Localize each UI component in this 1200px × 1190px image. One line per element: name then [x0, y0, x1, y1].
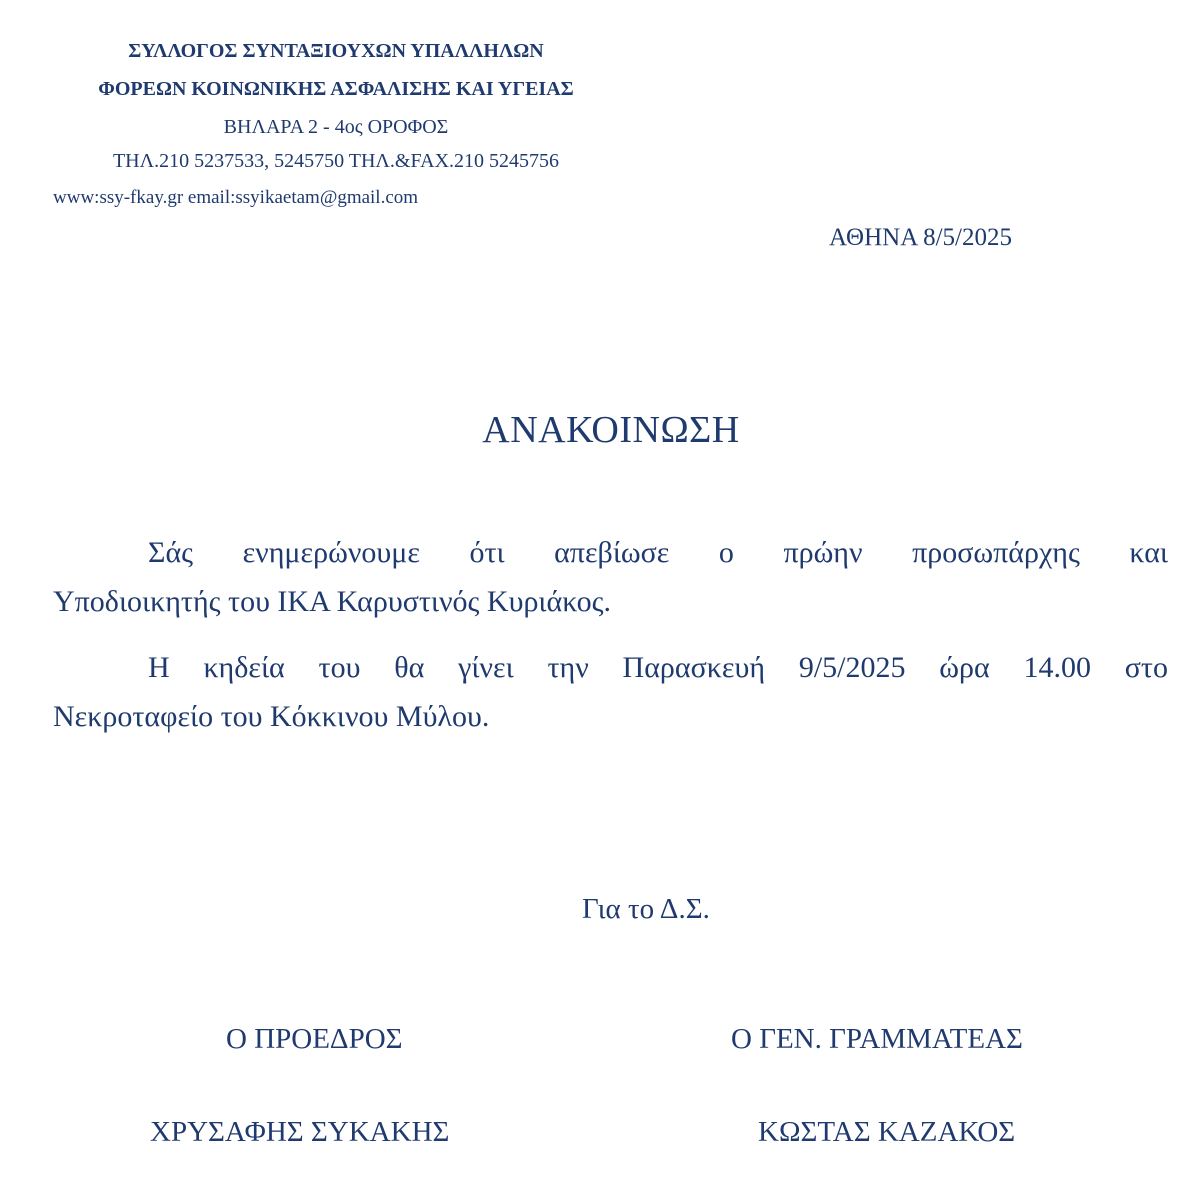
organization-name-line1: ΣΥΛΛΟΓΟΣ ΣΥΝΤΑΞΙΟΥΧΩΝ ΥΠΑΛΛΗΛΩΝ — [128, 40, 544, 62]
organization-address: ΒΗΛΑΡΑ 2 - 4ος ΟΡΟΦΟΣ — [223, 116, 449, 138]
organization-phones: ΤΗΛ.210 5237533, 5245750 ΤΗΛ.&FAX.210 5245756 — [112, 150, 560, 172]
president-name: ΧΡΥΣΑΦΗΣ ΣΥΚΑΚΗΣ — [150, 1116, 450, 1148]
announcement-paragraph-1 — [53, 528, 1168, 626]
announcement-paragraph-2 — [53, 643, 1168, 741]
paragraph-1-line-2: Υποδιοικητής του ΙΚΑ Καρυστινός Κυριάκος. — [53, 585, 612, 618]
secretary-name: ΚΩΣΤΑΣ ΚΑΖΑΚΟΣ — [758, 1116, 1016, 1148]
organization-contact: www:ssy-fkay.gr email:ssyikaetam@gmail.com — [53, 187, 419, 208]
secretary-role: Ο ΓΕΝ. ΓΡΑΜΜΑΤΕΑΣ — [731, 1023, 1023, 1055]
paragraph-2-line-2: Νεκροταφείο του Κόκκινου Μύλου. — [53, 700, 490, 733]
paragraph-1-line-1: Σάς ενημερώνουμε ότι απεβίωσε ο πρώην προσωπάρχης και — [148, 536, 1168, 569]
president-role: Ο ΠΡΟΕΔΡΟΣ — [226, 1023, 403, 1055]
document-date: ΑΘΗΝΑ 8/5/2025 — [829, 224, 1013, 251]
board-signoff: Για το Δ.Σ. — [582, 893, 710, 925]
organization-name-line2: ΦΟΡΕΩΝ ΚΟΙΝΩΝΙΚΗΣ ΑΣΦΑΛΙΣΗΣ ΚΑΙ ΥΓΕΙΑΣ — [98, 78, 574, 100]
document-title: ΑΝΑΚΟΙΝΩΣΗ — [482, 409, 740, 451]
paragraph-2-line-1: Η κηδεία του θα γίνει την Παρασκευή 9/5/2025 ώρα 14.00 στο — [148, 651, 1168, 684]
